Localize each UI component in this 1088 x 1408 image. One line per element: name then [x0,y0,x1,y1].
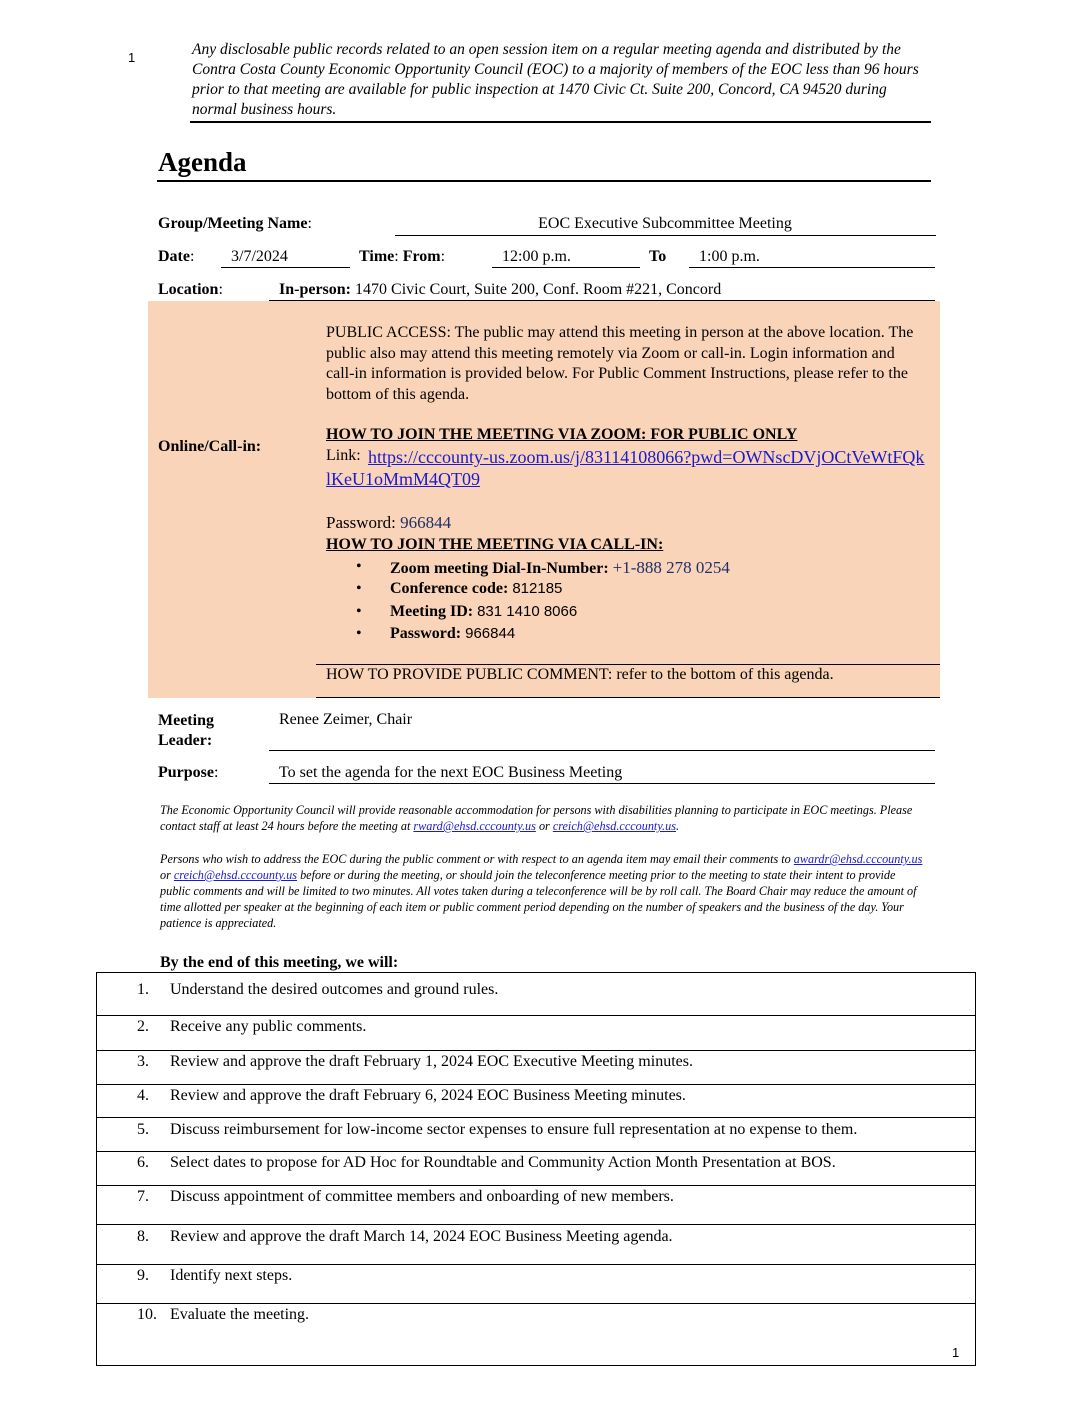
from-time-value: 12:00 p.m. [502,248,571,265]
purpose-value: To set the agenda for the next EOC Business Meeting [279,764,623,781]
time-from-label: Time: From: [359,248,446,265]
purpose-underline [269,783,935,784]
group-meeting-label: Group/Meeting Name: [158,215,312,232]
zoom-password: Password: 966844 [326,513,452,532]
public-records-notice: Any disclosable public records related to an open session item on a regular meeting agenda and distributed by the Contra Costa County Economic Opportunity Council (EOC) to a majority of members of the EOC less than 96 hours prior to that meeting are available for public inspection at 1470 Civic Ct. Suite 200, Concord, CA 94520 during normal business hours. [192,41,919,118]
accommodation-email-2[interactable]: creich@ehsd.cccounty.us [552,819,676,833]
from-underline [492,267,640,268]
to-time-value: 1:00 p.m. [699,248,760,265]
callin-join-heading: HOW TO JOIN THE MEETING VIA CALL-IN: [326,536,664,553]
table-row-divider [96,1084,976,1085]
title-divider [157,180,931,182]
date-underline [221,267,350,268]
meeting-leader-label: Meeting Leader: [158,712,214,749]
table-row-divider [96,1224,976,1225]
public-access-text: PUBLIC ACCESS: The public may attend this meeting in person at the above location. The public also may attend this meeting remotely via Zoom or call-in. Login information and call-in information is provided below. For Public Comment Instructions, please refer to the bottom of this agenda. [326,324,914,403]
location-value: In-person: 1470 Civic Court, Suite 200, Conf. Room #221, Concord [279,281,722,298]
location-label: Location: [158,281,223,298]
table-row-divider [96,1015,976,1016]
table-row-divider [96,1151,976,1152]
accommodation-notice: The Economic Opportunity Council will provide reasonable accommodation for persons with disabilities planning to participate in EOC meetings. Please contact staff at least 24 hours before the meeting at rward@ehsd.cccounty.us or creich@ehsd.cccounty.us. [160,803,913,833]
purpose-label: Purpose: [158,764,219,781]
outcomes-heading: By the end of this meeting, we will: [160,954,399,971]
page-title: Agenda [158,147,247,177]
table-row-divider [96,1050,976,1051]
comment-divider-bottom [316,697,940,698]
comment-email-1[interactable]: awardr@ehsd.cccounty.us [793,852,923,866]
accommodation-email-1[interactable]: rward@ehsd.cccounty.us [413,819,536,833]
public-comment-instructions: HOW TO PROVIDE PUBLIC COMMENT: refer to the bottom of this agenda. [326,666,834,683]
meeting-leader-value: Renee Zeimer, Chair [279,711,413,728]
table-row-divider [96,1303,976,1304]
comment-divider-top [316,664,940,665]
link-label: Link: [326,447,361,464]
table-row-divider [96,1117,976,1118]
comment-email-2[interactable]: creich@ehsd.cccounty.us [173,868,298,882]
leader-underline [269,750,935,751]
online-callin-label: Online/Call-in: [158,438,262,455]
public-comment-policy: Persons who wish to address the EOC during the public comment or with respect to an agenda item may email their comments to awardr@ehsd.cccounty.us or creich@ehsd.cccounty.us before or during the meeting, or should join the teleconference meeting prior to the meeting to state their intent to provide public comments and will be limited to two minutes. All votes taken during a teleconference will be by roll call. The Board Chair may reduce the amount of time allotted per speaker at the beginning of each item or public comment period depending on the number of speakers and the business of the day. Your patience is appreciated. [160,852,923,930]
page-number-bottom: 1 [952,1345,960,1360]
page-number-top: 1 [128,50,136,65]
table-row-divider [96,1264,976,1265]
table-row-divider [96,1185,976,1186]
date-value: 3/7/2024 [231,248,288,265]
zoom-meeting-link[interactable]: https://cccounty-us.zoom.us/j/83114108066?pwd=OWNscDVjOCtVeWtFQklKeU1oMmM4QT09 [326,447,925,489]
group-name-underline [395,235,936,236]
notice-divider [190,121,931,123]
date-label: Date: [158,248,195,265]
group-meeting-name: EOC Executive Subcommittee Meeting [538,215,792,232]
to-label: To [649,248,667,265]
to-underline [689,267,935,268]
zoom-join-heading: HOW TO JOIN THE MEETING VIA ZOOM: FOR PUBLIC ONLY [326,426,798,443]
